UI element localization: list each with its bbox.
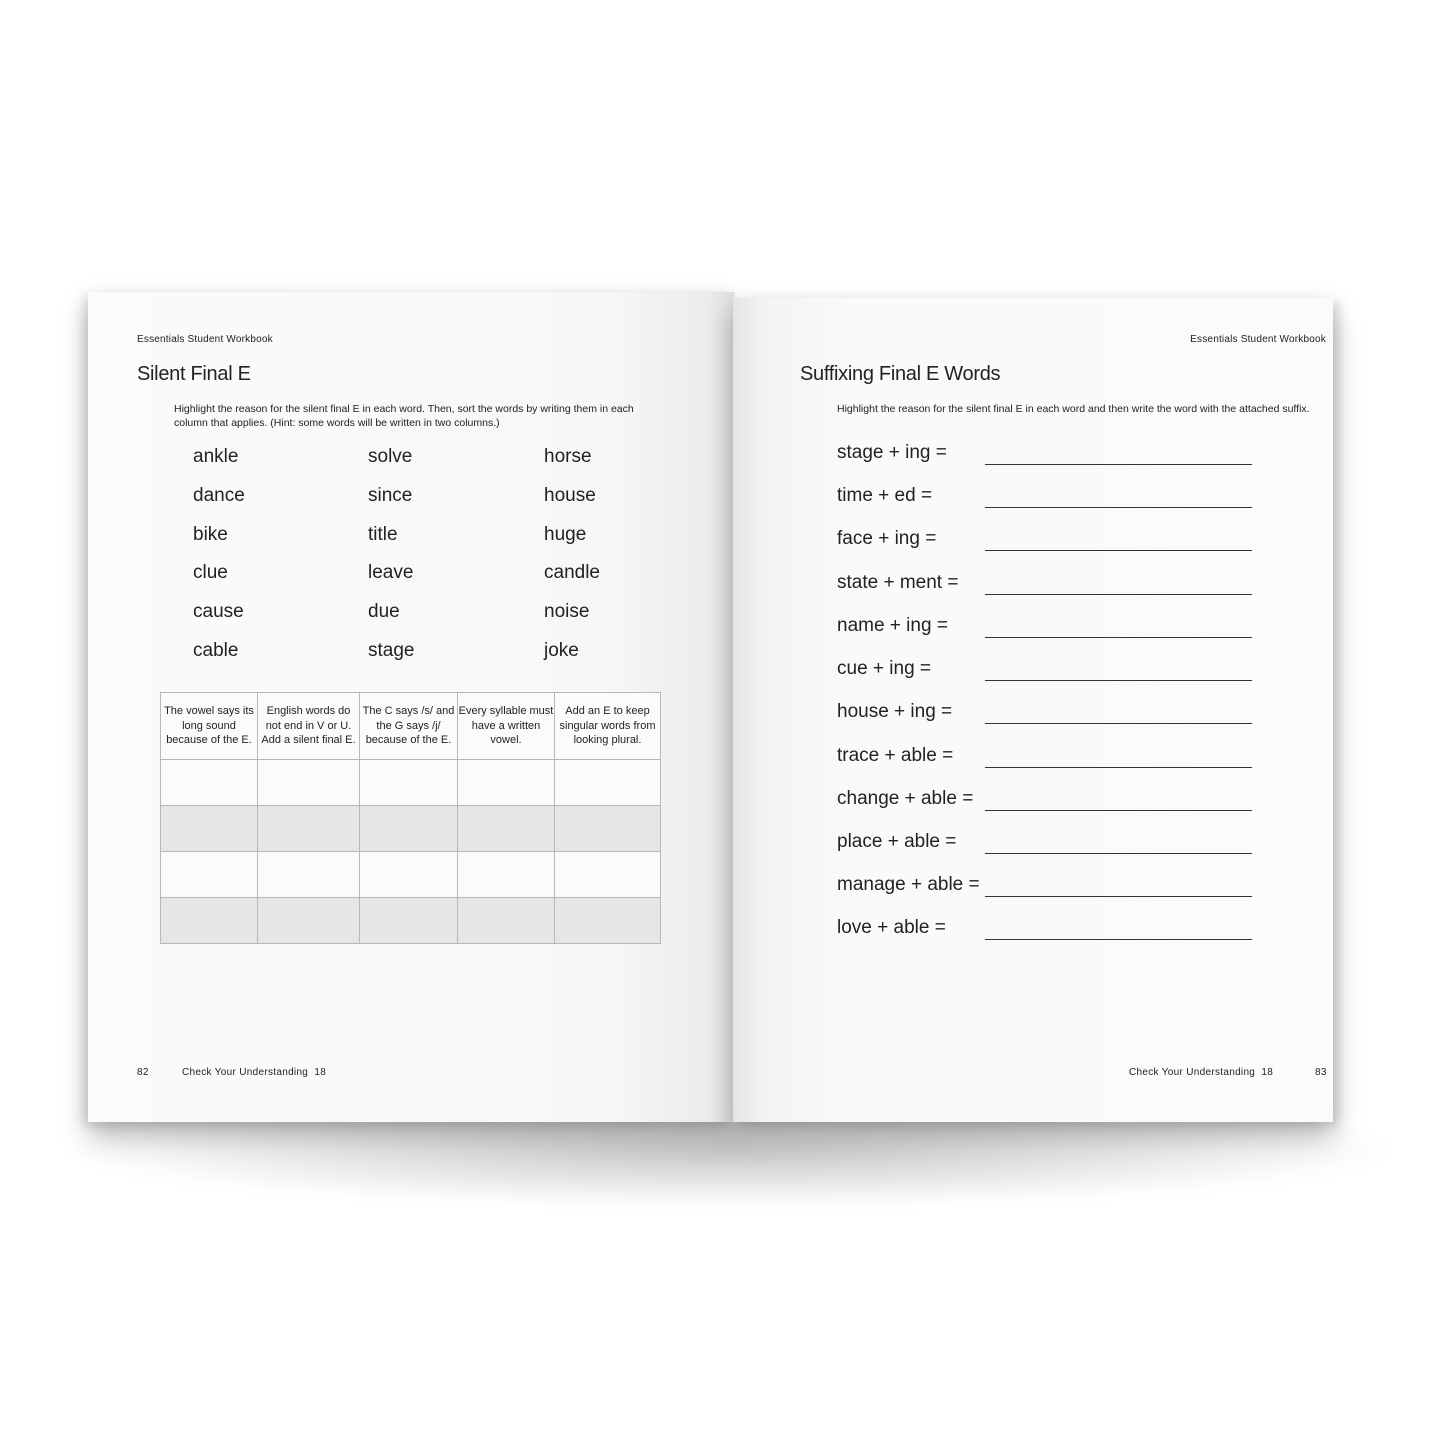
answer-cell[interactable] [458, 806, 555, 852]
answer-line[interactable] [985, 594, 1252, 595]
right-page-number: 83 [1315, 1067, 1327, 1078]
equation-row [837, 831, 1257, 861]
equation-row [837, 874, 1257, 904]
answer-line[interactable] [985, 723, 1252, 724]
answer-cell[interactable] [161, 852, 258, 898]
word-item: title [368, 524, 398, 545]
answer-line[interactable] [985, 939, 1252, 940]
table-header-cell: Add an E to keep singular words from looking plural. [555, 693, 661, 760]
answer-line[interactable] [985, 680, 1252, 681]
equation-label: state + ment = [837, 572, 959, 593]
left-page-footer-section: Check Your Understanding 18 [182, 1067, 327, 1078]
word-item: since [368, 485, 413, 506]
right-page [733, 298, 1333, 1122]
word-item: dance [193, 485, 245, 506]
sorting-table [160, 692, 661, 944]
equation-row [837, 442, 1257, 472]
table-row [161, 852, 661, 898]
answer-cell[interactable] [360, 806, 458, 852]
word-item: house [544, 485, 596, 506]
equation-row [837, 788, 1257, 818]
word-list [193, 446, 693, 676]
word-item: ankle [193, 446, 239, 467]
right-page-footer-section: Check Your Understanding 18 [1129, 1067, 1274, 1078]
equation-label: cue + ing = [837, 658, 932, 679]
left-page-header: Essentials Student Workbook [137, 334, 273, 345]
answer-cell[interactable] [258, 898, 360, 944]
answer-line[interactable] [985, 637, 1252, 638]
word-item: noise [544, 601, 590, 622]
equation-label: face + ing = [837, 528, 937, 549]
answer-cell[interactable] [555, 852, 661, 898]
equation-row [837, 745, 1257, 775]
equation-row [837, 701, 1257, 731]
equation-row [837, 528, 1257, 558]
right-page-header: Essentials Student Workbook [1190, 334, 1326, 345]
equation-label: manage + able = [837, 874, 980, 895]
table-row [161, 806, 661, 852]
left-page [88, 292, 734, 1122]
answer-line[interactable] [985, 896, 1252, 897]
answer-cell[interactable] [555, 760, 661, 806]
equation-row [837, 658, 1257, 688]
equation-row [837, 485, 1257, 515]
left-page-number: 82 [137, 1067, 149, 1078]
answer-line[interactable] [985, 810, 1252, 811]
answer-line[interactable] [985, 767, 1252, 768]
word-item: stage [368, 640, 415, 661]
answer-cell[interactable] [258, 760, 360, 806]
equation-row [837, 917, 1257, 947]
word-item: cause [193, 601, 244, 622]
table-header-cell: The vowel says its long sound because of the E. [161, 693, 258, 760]
table-row [161, 898, 661, 944]
table-row [161, 760, 661, 806]
equation-label: trace + able = [837, 745, 954, 766]
equation-row [837, 615, 1257, 645]
equation-label: house + ing = [837, 701, 953, 722]
answer-cell[interactable] [458, 852, 555, 898]
equation-label: time + ed = [837, 485, 933, 506]
answer-cell[interactable] [258, 806, 360, 852]
table-header-row [161, 693, 661, 760]
answer-line[interactable] [985, 550, 1252, 551]
answer-line[interactable] [985, 464, 1252, 465]
word-item: joke [544, 640, 579, 661]
answer-cell[interactable] [458, 898, 555, 944]
table-header-cell: Every syllable must have a written vowel. [458, 693, 555, 760]
word-item: bike [193, 524, 228, 545]
word-item: leave [368, 562, 414, 583]
word-item: cable [193, 640, 239, 661]
answer-cell[interactable] [161, 898, 258, 944]
answer-cell[interactable] [360, 898, 458, 944]
answer-cell[interactable] [161, 806, 258, 852]
table-header-cell: English words do not end in V or U. Add a silent final E. [258, 693, 360, 760]
right-page-title: Suffixing Final E Words [800, 363, 1001, 385]
word-item: due [368, 601, 400, 622]
equation-label: change + able = [837, 788, 974, 809]
answer-cell[interactable] [458, 760, 555, 806]
right-page-instructions: Highlight the reason for the silent final E in each word and then write the word with the attached suffix. [837, 403, 1310, 415]
answer-cell[interactable] [555, 898, 661, 944]
answer-cell[interactable] [258, 852, 360, 898]
answer-line[interactable] [985, 853, 1252, 854]
table-header-cell: The C says /s/ and the G says /j/ because of the E. [360, 693, 458, 760]
left-page-title: Silent Final E [137, 363, 251, 385]
word-item: horse [544, 446, 592, 467]
answer-cell[interactable] [161, 760, 258, 806]
equation-label: place + able = [837, 831, 957, 852]
equation-row [837, 572, 1257, 602]
equation-label: love + able = [837, 917, 946, 938]
answer-line[interactable] [985, 507, 1252, 508]
left-page-instructions: Highlight the reason for the silent final E in each word. Then, sort the words by writing them in each column that applies. (Hint: some words will be written in two columns.) [174, 403, 634, 429]
word-item: solve [368, 446, 413, 467]
word-item: huge [544, 524, 587, 545]
word-item: candle [544, 562, 600, 583]
equation-label: stage + ing = [837, 442, 947, 463]
answer-cell[interactable] [360, 760, 458, 806]
answer-cell[interactable] [555, 806, 661, 852]
word-item: clue [193, 562, 228, 583]
answer-cell[interactable] [360, 852, 458, 898]
equation-label: name + ing = [837, 615, 948, 636]
